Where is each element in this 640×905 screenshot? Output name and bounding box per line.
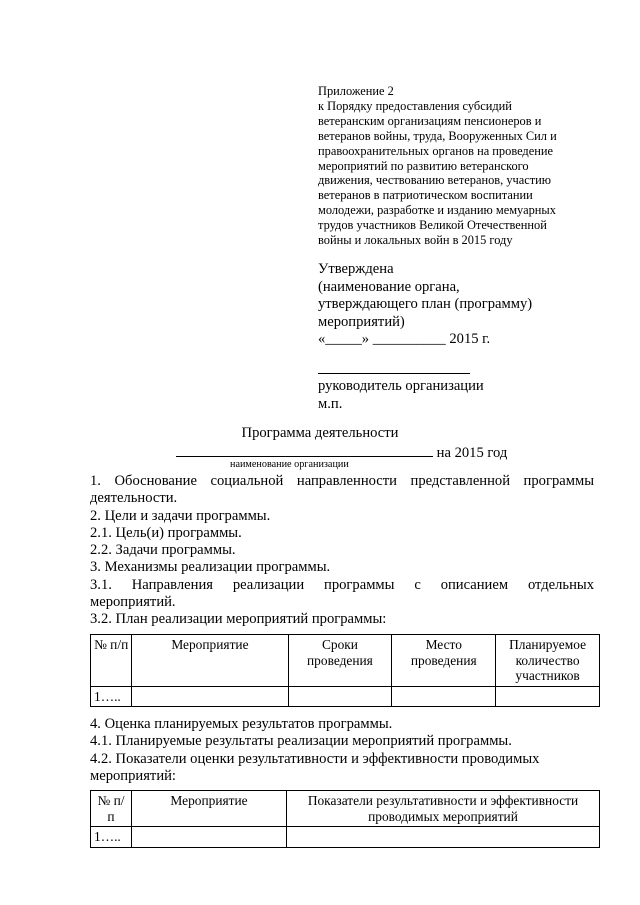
org-caption: наименование организации bbox=[230, 459, 349, 470]
cell-empty bbox=[132, 686, 288, 707]
appendix-line: Приложение 2 bbox=[318, 84, 394, 98]
section-1: 1. Обоснование социальной направленности представленной программы bbox=[90, 473, 594, 489]
appendix-line: мероприятий по развитию ветеранского bbox=[318, 158, 529, 173]
appendix-line: молодежи, разработке и изданию мемуарных bbox=[318, 203, 556, 218]
cell-empty bbox=[392, 686, 496, 707]
appendix-line: трудов участников Великой Отечественной bbox=[318, 218, 547, 233]
section-4: 4. Оценка планируемых результатов программы. bbox=[90, 716, 393, 732]
approval-block bbox=[318, 261, 618, 413]
appendix-line: ветеранов в патриотическом воспитании bbox=[318, 188, 533, 203]
appendix-line: движения, чествованию ветеранов, участию bbox=[318, 173, 552, 188]
program-title: Программа деятельности bbox=[241, 425, 399, 441]
section-3-1-cont: мероприятий. bbox=[90, 594, 176, 611]
approval-line: Утверждена bbox=[318, 261, 394, 277]
section-2-2: 2.2. Задачи программы. bbox=[90, 542, 236, 559]
cell-number: 1….. bbox=[91, 686, 132, 707]
col-place: Место проведения bbox=[392, 635, 496, 687]
col-number: № п/п bbox=[91, 791, 132, 827]
signature-line bbox=[318, 359, 470, 374]
document-body-2 bbox=[90, 716, 594, 785]
section-3-2: 3.2. План реализации мероприятий программы: bbox=[90, 611, 387, 628]
col-number: № п/п bbox=[91, 635, 132, 687]
indicators-table bbox=[90, 790, 600, 848]
section-3: 3. Механизмы реализации программы. bbox=[90, 559, 331, 576]
approval-line: мероприятий) bbox=[318, 313, 405, 330]
plan-table bbox=[90, 634, 600, 707]
approval-line: (наименование органа, bbox=[318, 278, 460, 295]
appendix-header bbox=[318, 84, 608, 248]
section-2-1: 2.1. Цель(и) программы. bbox=[90, 524, 242, 541]
table-header-row bbox=[91, 791, 600, 827]
section-4-1: 4.1. Планируемые результаты реализации мероприятий программы. bbox=[90, 733, 512, 750]
table-header-row bbox=[91, 635, 600, 687]
cell-number: 1….. bbox=[91, 827, 132, 848]
appendix-line: к Порядку предоставления субсидий bbox=[318, 98, 512, 113]
stamp-label: м.п. bbox=[318, 395, 343, 412]
cell-empty bbox=[287, 827, 600, 848]
appendix-line: ветеранов войны, труда, Вооруженных Сил и bbox=[318, 128, 557, 143]
col-indicators: Показатели результативности и эффективности проводимых мероприятий bbox=[287, 791, 600, 827]
table-row bbox=[91, 827, 600, 848]
section-2: 2. Цели и задачи программы. bbox=[90, 507, 271, 524]
org-name-blank bbox=[176, 442, 433, 457]
section-4-2-cont: мероприятий: bbox=[90, 767, 176, 784]
section-4-2: 4.2. Показатели оценки результативности и эффективности проводимых bbox=[90, 750, 540, 767]
appendix-line: правоохранительных органов на проведение bbox=[318, 143, 553, 158]
approval-date-line: «_____» __________ 2015 г. bbox=[318, 331, 491, 348]
section-1-cont: деятельности. bbox=[90, 490, 178, 507]
col-dates: Сроки проведения bbox=[288, 635, 392, 687]
cell-empty bbox=[288, 686, 392, 707]
document-body bbox=[90, 473, 594, 629]
cell-empty bbox=[496, 686, 600, 707]
signature-caption: руководитель организации bbox=[318, 377, 484, 394]
col-activity: Мероприятие bbox=[132, 791, 287, 827]
appendix-line: ветеранским организациям пенсионеров и bbox=[318, 113, 542, 128]
table-row bbox=[91, 686, 600, 707]
approval-line: утверждающего план (программу) bbox=[318, 296, 533, 313]
col-activity: Мероприятие bbox=[132, 635, 288, 687]
cell-empty bbox=[132, 827, 287, 848]
appendix-line: войны и локальных войн в 2015 году bbox=[318, 233, 513, 248]
program-year: на 2015 год bbox=[436, 445, 508, 461]
section-3-1: 3.1. Направления реализации программы с описанием отдельных bbox=[90, 576, 594, 593]
col-participants: Планируемое количество участников bbox=[496, 635, 600, 687]
